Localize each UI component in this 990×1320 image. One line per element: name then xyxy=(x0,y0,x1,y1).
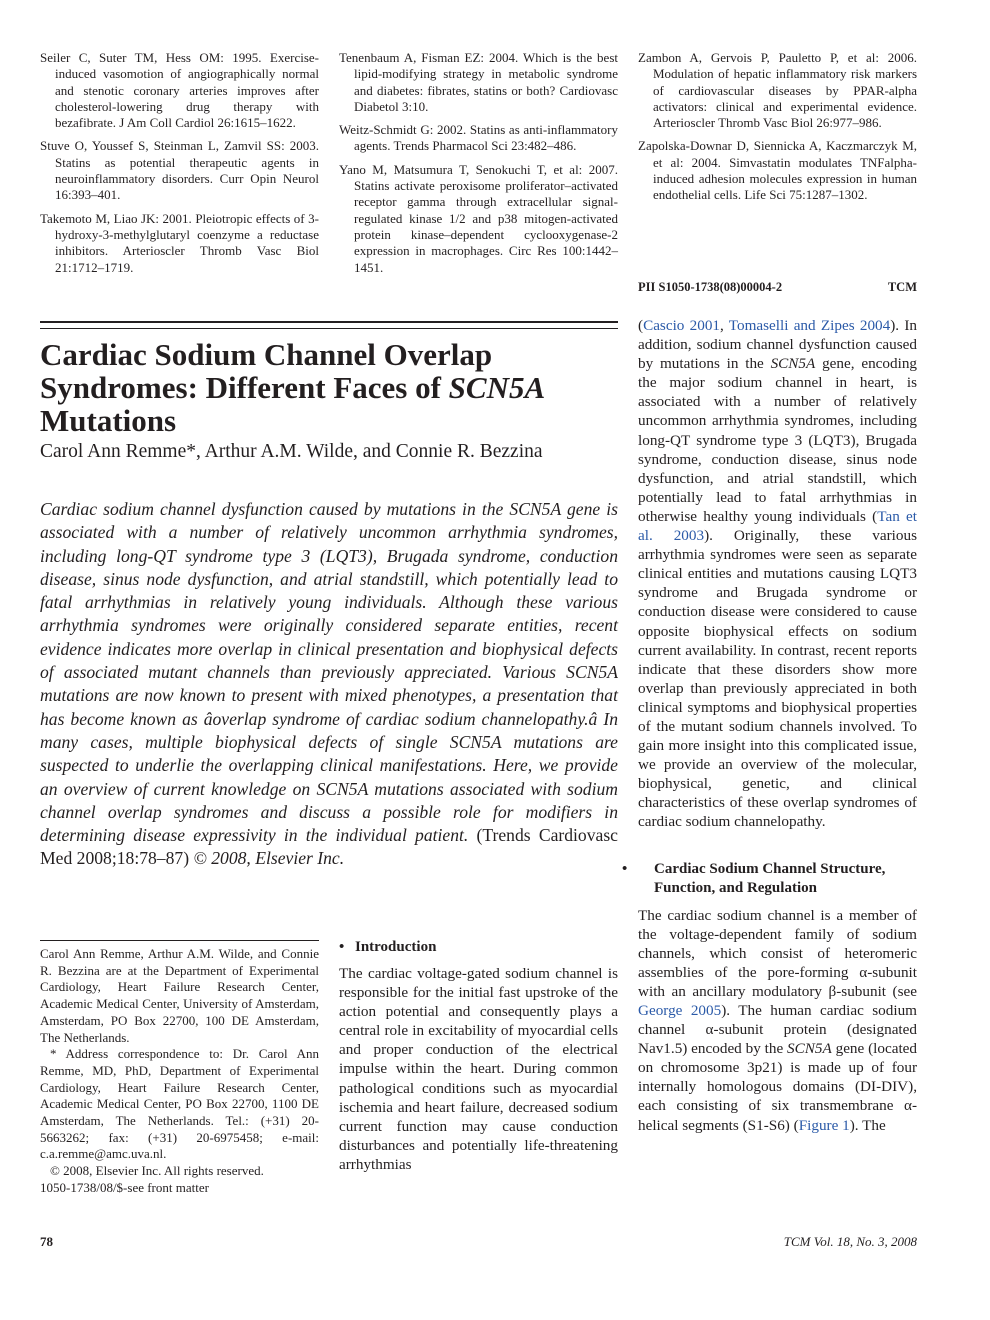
figure-link[interactable]: Figure 1 xyxy=(798,1116,850,1134)
footnote-rule xyxy=(40,940,319,941)
paragraph-text: gene (located on chromosome 3p21) is made up of four internally homologous domains (DI-DIV), each consisting of six transmembrane α-helical segments (S1-S6) ( xyxy=(638,1040,918,1134)
citation-link-tomaselli[interactable]: Tomaselli and Zipes 2004 xyxy=(728,317,891,334)
introduction-heading xyxy=(339,938,618,957)
page-number: 78 xyxy=(40,1234,53,1249)
reference-item: Zapolska-Downar D, Siennicka A, Kaczmarczyk M, et al: 2004. Simvastatin modulates TNFalpha-induced adhesion molecules expression in human endothelial cells. Life Sci 75:1287–1302. xyxy=(638,138,917,203)
citation-link-cascio[interactable]: Cascio 2001 xyxy=(643,317,721,334)
abstract-text: Cardiac sodium channel dysfunction caused by mutations in the SCN5A gene is associated with a number of relatively uncommon arrhythmia syndromes, including long-QT syndrome type 3 (LQT3), Brugada syndrome, conduction disease, sinus node dysfunction, and atrial standstill, which potentially lead to fatal arrhythmias in relatively young individuals. Although these various arrhythmia syndromes were originally considered separate entities, recent evidence indicates more overlap in clinical presentation and biophysical defects of associated mutant channels than previously appreciated. Various SCN5A mutations are now known to present with mixed phenotypes, a presentation that has become known as âoverlap syndrome of cardiac sodium channelopathy.â In many cases, multiple biophysical defects of single SCN5A mutations are suspected to underlie the overlapping clinical manifestations. Here, we provide an overview of current knowledge on SCN5A mutations associated with sodium channel overlap syndromes and discuss a possible role for modifiers in determining disease expressivity in the individual patient. xyxy=(40,499,618,846)
references-column-1 xyxy=(40,50,319,283)
article-title xyxy=(40,338,620,437)
pii-line xyxy=(638,280,917,295)
reference-item: Yano M, Matsumura T, Senokuchi T, et al: 2007. Statins activate peroxisome proliferator–activated receptor gamma through extracellular signal-regulated kinase 1/2 and p38 mitogen-activated protein kinase–dependent cyclooxygenase-2 expression in macrophages. Circ Res 100:1442–1451. xyxy=(339,161,618,275)
right-column xyxy=(622,316,918,1135)
citation-link-george[interactable]: George 2005 xyxy=(638,1002,722,1019)
journal-info: TCM Vol. 18, No. 3, 2008 xyxy=(783,1234,917,1249)
title-text-2: Mutations xyxy=(40,403,177,438)
issn-note: 1050-1738/08/$-see front matter xyxy=(40,1179,209,1195)
paren-close: ). xyxy=(890,317,900,334)
introduction-section xyxy=(339,938,618,1174)
paragraph-text: In addition, sodium channel dysfunction caused by mutations in the xyxy=(638,317,917,373)
paragraph-text: The cardiac sodium channel is a member of the voltage-dependent family of sodium channels, which consist of heteromeric assemblies of the pore-forming α-subunit with an ancillary modulatory β-subunit (see xyxy=(638,906,917,1000)
reference-item: Takemoto M, Liao JK: 2001. Pleiotropic effects of 3-hydroxy-3-methylglutaryl coenzyme a reductase inhibitors. Arterioscler Thromb Vasc Biol 21:1712–1719. xyxy=(40,210,319,275)
reference-item: Weitz-Schmidt G: 2002. Statins as anti-inflammatory agents. Trends Pharmacol Sci 23:482–486. xyxy=(339,122,618,154)
title-rule-thin xyxy=(40,328,618,329)
title-rule-thick xyxy=(40,321,618,323)
abstract xyxy=(40,498,618,871)
paragraph-text: ). The xyxy=(849,1116,886,1134)
reference-item: Seiler C, Suter TM, Hess OM: 1995. Exercise-induced vasomotion of angiographically normal and stenotic coronary arteries improves after cholesterol-lowering drug therapy with bezafibrate. J Am Coll Cardiol 26:1615–1622. xyxy=(40,50,319,131)
abstract-copyright: © 2008, Elsevier Inc. xyxy=(193,848,345,869)
abstract-citation: (Trends Cardiovasc Med 2008;18:78–87) xyxy=(40,825,618,869)
paren: ( xyxy=(638,317,644,334)
author-footnote xyxy=(40,946,319,1197)
citation-link-tan[interactable]: Tan et al. 2003 xyxy=(638,507,917,545)
comma: , xyxy=(720,317,729,334)
structure-section-heading xyxy=(622,860,917,898)
paragraph-text: ). Originally, these various arrhythmia syndromes were seen as separate clinical entities and mutations causing LQT3 syndrome and Brugada syndrome or conduction disease were considered to cause opposite biophysical effects on sodium current availability. In contrast, recent reports indicate that these disorders show more overlap than previously appreciated in both clinical symptoms and biophysical properties of the mutant sodium channels involved. To gain more insight into this complicated issue, we provide an overview of the molecular, biophysical, genetic, and clinical characteristics of these overlap syndromes of cardiac sodium channelopathy. xyxy=(638,527,917,831)
authors-line xyxy=(40,440,630,464)
reference-item: Tenenbaum A, Fisman EZ: 2004. Which is the best lipid-modifying strategy in metabolic syndrome and diabetes: fibrates, statins or both? Cardiovasc Diabetol 3:10. xyxy=(339,50,618,114)
paragraph-text: ). The human cardiac sodium channel α-subunit protein (designated Nav1.5) encoded by the xyxy=(638,1002,917,1058)
authors: Carol Ann Remme*, Arthur A.M. Wilde, and Connie R. Bezzina xyxy=(40,441,543,462)
paragraph-text: gene, encoding the major sodium channel in heart, is associated with a number of relatively uncommon arrhythmia syndromes, including long-QT syndrome type 3 (LQT3), Brugada syndrome, conduction disease, sinus node dysfunction, and atrial standstill, which potentially lead to fatal arrhythmias in otherwise healthy young individuals ( xyxy=(638,355,918,525)
reference-item: Zambon A, Gervois P, Pauletto P, et al: 2006. Modulation of hepatic inflammatory risk markers of cardiovascular diseases by PPAR-alpha activators: clinical and experimental evidence. Arterioscler Thromb Vasc Biol 26:977–986. xyxy=(638,50,917,131)
references-column-2 xyxy=(339,50,618,283)
intro-continuation xyxy=(638,316,917,832)
correspondence-note: * Address correspondence to: Dr. Carol Ann Remme, MD, PhD, Department of Experimental Cardiology, Heart Failure Research Center, Academic Medical Center, PO Box 22700, 1100 DE Amsterdam, The Netherlands. Tel.: (+31) 20-5663262; fax: (+31) 20-6975458; e-mail: c.a.remme@amc.uva.nl. xyxy=(40,1046,319,1162)
references-column-3 xyxy=(638,50,917,211)
introduction-heading-text: Introduction xyxy=(355,939,437,955)
bullet-icon: • xyxy=(339,939,345,955)
gene-name: SCN5A xyxy=(787,1040,832,1058)
pii-journal: TCM xyxy=(887,280,917,294)
gene-name: SCN5A xyxy=(770,355,816,373)
title-text-1: Cardiac Sodium Channel Overlap Syndromes: Different Faces of xyxy=(40,337,493,405)
structure-paragraph xyxy=(638,906,917,1135)
reference-item: Stuve O, Youssef S, Steinman L, Zamvil SS: 2003. Statins as potential therapeutic agents in neuroinflammatory disorders. Curr Opin Neurol 16:393–401. xyxy=(40,138,319,203)
affiliation-note: Carol Ann Remme, Arthur A.M. Wilde, and Connie R. Bezzina are at the Department of Experimental Cardiology, Heart Failure Research Center, Academic Medical Center, University of Amsterdam, Amsterdam, PO Box 22700, 100 DE Amsterdam, The Netherlands. xyxy=(40,946,319,1045)
copyright-note: © 2008, Elsevier Inc. All rights reserved. xyxy=(50,1163,264,1179)
pii-code: PII S1050-1738(08)00004-2 xyxy=(638,280,783,294)
structure-heading-text: Cardiac Sodium Channel Structure, Function, and Regulation xyxy=(654,860,886,896)
title-gene: SCN5A xyxy=(448,370,546,405)
introduction-text: The cardiac voltage-gated sodium channel is responsible for the initial fast upstroke of the action potential and consequently plays a central role in excitability of myocardial cells and proper conduction of the electrical impulse within the heart. During common pathological conditions such as myocardial ischemia and heart failure, decreased sodium current function may cause conduction disturbances and potentially life-threatening arrhythmias xyxy=(339,965,618,1173)
bullet-icon: • xyxy=(622,860,628,877)
